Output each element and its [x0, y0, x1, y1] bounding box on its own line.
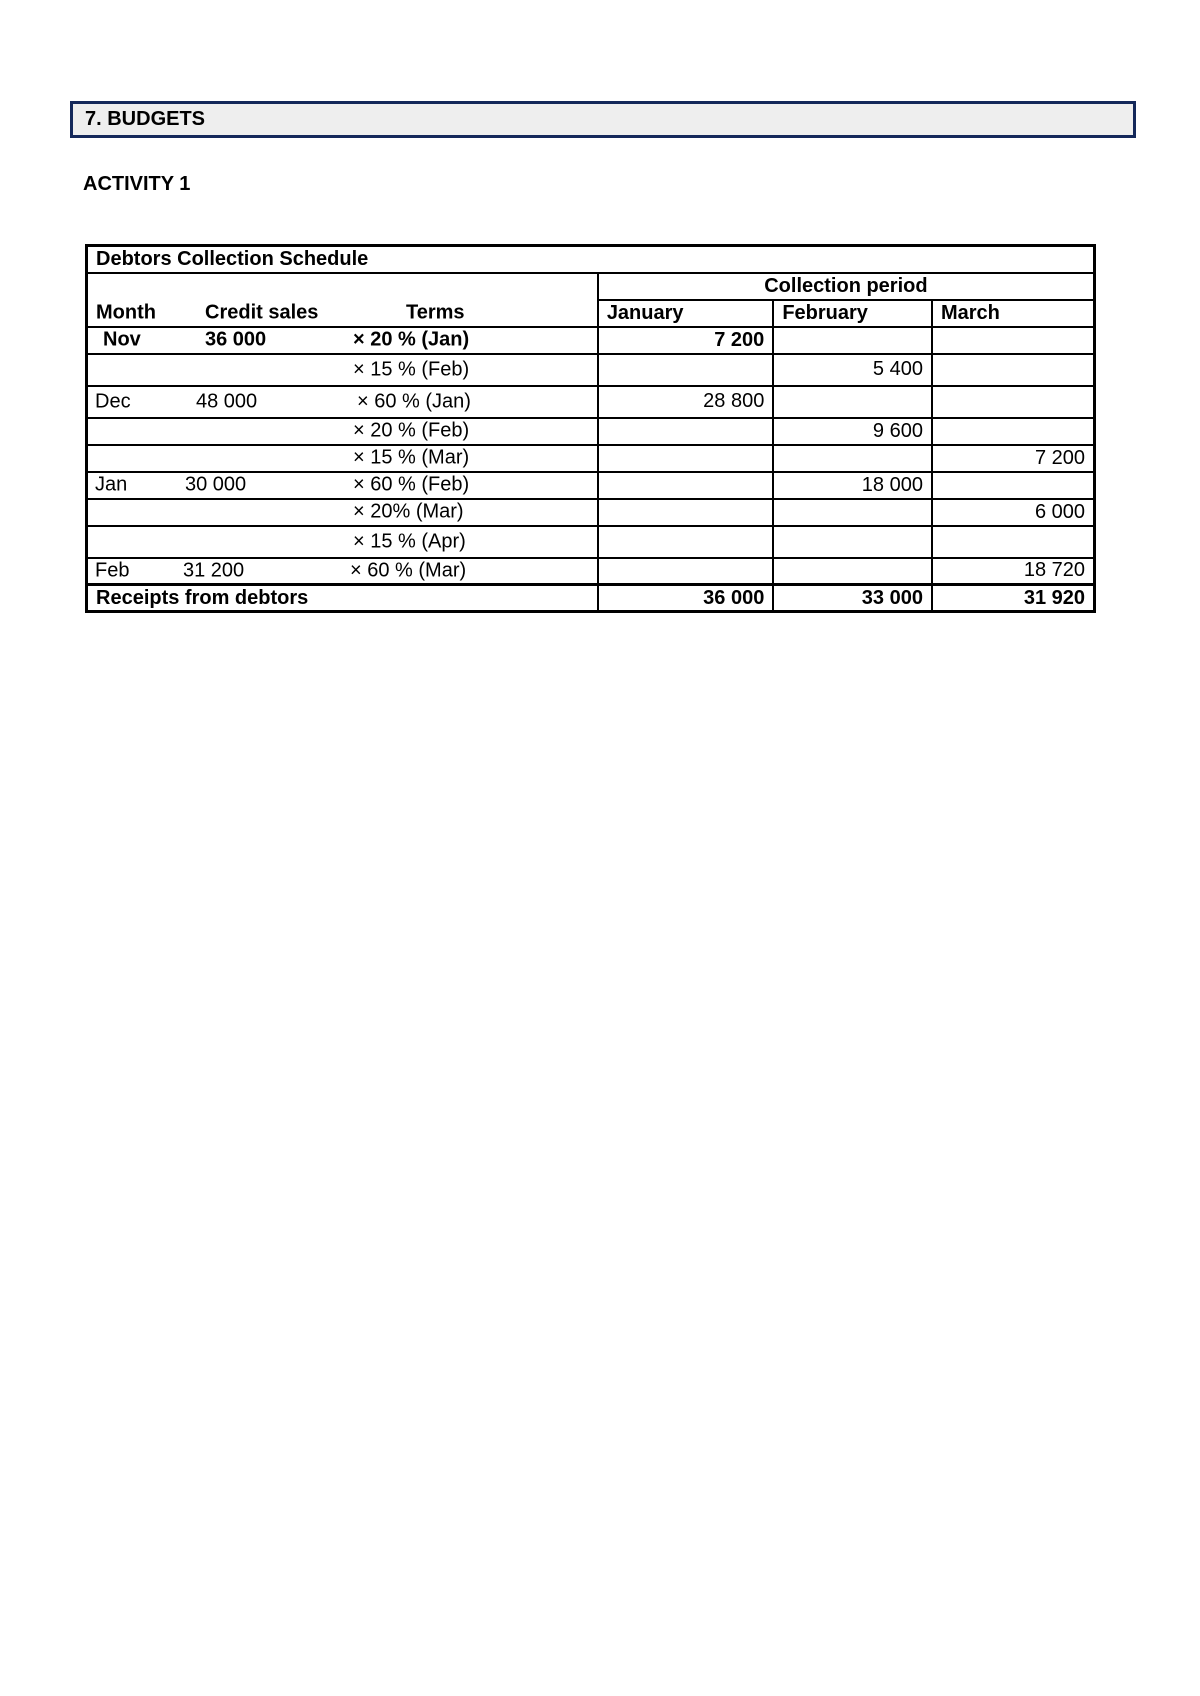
row-jan	[598, 445, 774, 472]
total-feb: 33 000	[773, 585, 932, 612]
row-jan	[598, 354, 774, 386]
total-label: Receipts from debtors	[87, 585, 598, 612]
column-header-row	[87, 300, 1095, 327]
section-header	[70, 101, 1136, 138]
row-mar	[932, 472, 1095, 499]
row-sales: 30 000	[185, 473, 247, 496]
row-label-cell	[87, 526, 598, 558]
row-terms: × 15 % (Feb)	[353, 358, 470, 380]
row-month: Nov	[103, 328, 141, 351]
activity-label: ACTIVITY 1	[83, 173, 191, 195]
row-terms: × 20 % (Feb)	[353, 419, 470, 442]
row-mar	[932, 386, 1095, 418]
table-row	[87, 558, 1095, 585]
terms-header: Terms	[406, 301, 465, 323]
row-mar: 6 000	[932, 499, 1095, 526]
row-terms: × 60 % (Jan)	[357, 390, 471, 412]
table-row	[87, 472, 1095, 499]
period-header-row	[87, 273, 1095, 300]
table-title: Debtors Collection Schedule	[87, 246, 1095, 273]
row-label-cell	[87, 445, 598, 472]
table-row	[87, 445, 1095, 472]
credit-sales-header: Credit sales	[205, 301, 319, 323]
row-jan	[598, 499, 774, 526]
row-month: Jan	[95, 473, 128, 496]
row-feb	[773, 327, 932, 354]
row-terms: × 60 % (Mar)	[350, 559, 467, 582]
total-row	[87, 585, 1095, 612]
total-mar: 31 920	[932, 585, 1095, 612]
section-title: 7. BUDGETS	[85, 108, 206, 130]
row-jan	[598, 472, 774, 499]
row-jan	[598, 558, 774, 585]
table-row	[87, 526, 1095, 558]
row-terms: × 15 % (Apr)	[353, 530, 466, 552]
row-feb	[773, 526, 932, 558]
month-header: Month	[96, 301, 156, 323]
january-header: January	[598, 300, 774, 327]
row-terms: × 20% (Mar)	[353, 500, 464, 523]
collection-period-header: Collection period	[598, 273, 1095, 300]
row-label-cell	[87, 499, 598, 526]
row-label-cell	[87, 354, 598, 386]
row-feb	[773, 558, 932, 585]
left-header-cell	[87, 300, 598, 327]
table-row	[87, 418, 1095, 445]
row-label-cell	[87, 418, 598, 445]
row-jan: 28 800	[598, 386, 774, 418]
row-sales: 48 000	[196, 390, 258, 412]
row-mar	[932, 418, 1095, 445]
row-terms: × 20 % (Jan)	[353, 328, 470, 351]
row-month: Feb	[95, 559, 130, 582]
row-sales: 36 000	[205, 328, 267, 351]
row-label-cell	[87, 386, 598, 418]
row-jan	[598, 418, 774, 445]
row-label-cell	[87, 472, 598, 499]
total-jan: 36 000	[598, 585, 774, 612]
march-header: March	[932, 300, 1095, 327]
february-header: February	[773, 300, 932, 327]
table-title-row	[87, 246, 1095, 273]
row-label-cell	[87, 558, 598, 585]
row-terms: × 15 % (Mar)	[353, 446, 470, 469]
row-feb: 18 000	[773, 472, 932, 499]
table-row	[87, 354, 1095, 386]
table-row	[87, 499, 1095, 526]
row-feb: 5 400	[773, 354, 932, 386]
row-mar	[932, 526, 1095, 558]
debtors-collection-schedule	[85, 244, 1096, 613]
table-row	[87, 327, 1095, 354]
row-jan: 7 200	[598, 327, 774, 354]
row-sales: 31 200	[183, 559, 245, 582]
row-month: Dec	[95, 390, 131, 412]
row-label-cell	[87, 327, 598, 354]
row-mar: 18 720	[932, 558, 1095, 585]
row-feb	[773, 499, 932, 526]
row-terms: × 60 % (Feb)	[353, 473, 470, 496]
row-mar: 7 200	[932, 445, 1095, 472]
row-mar	[932, 354, 1095, 386]
row-feb	[773, 386, 932, 418]
table-row	[87, 386, 1095, 418]
row-feb	[773, 445, 932, 472]
row-mar	[932, 327, 1095, 354]
row-feb: 9 600	[773, 418, 932, 445]
row-jan	[598, 526, 774, 558]
